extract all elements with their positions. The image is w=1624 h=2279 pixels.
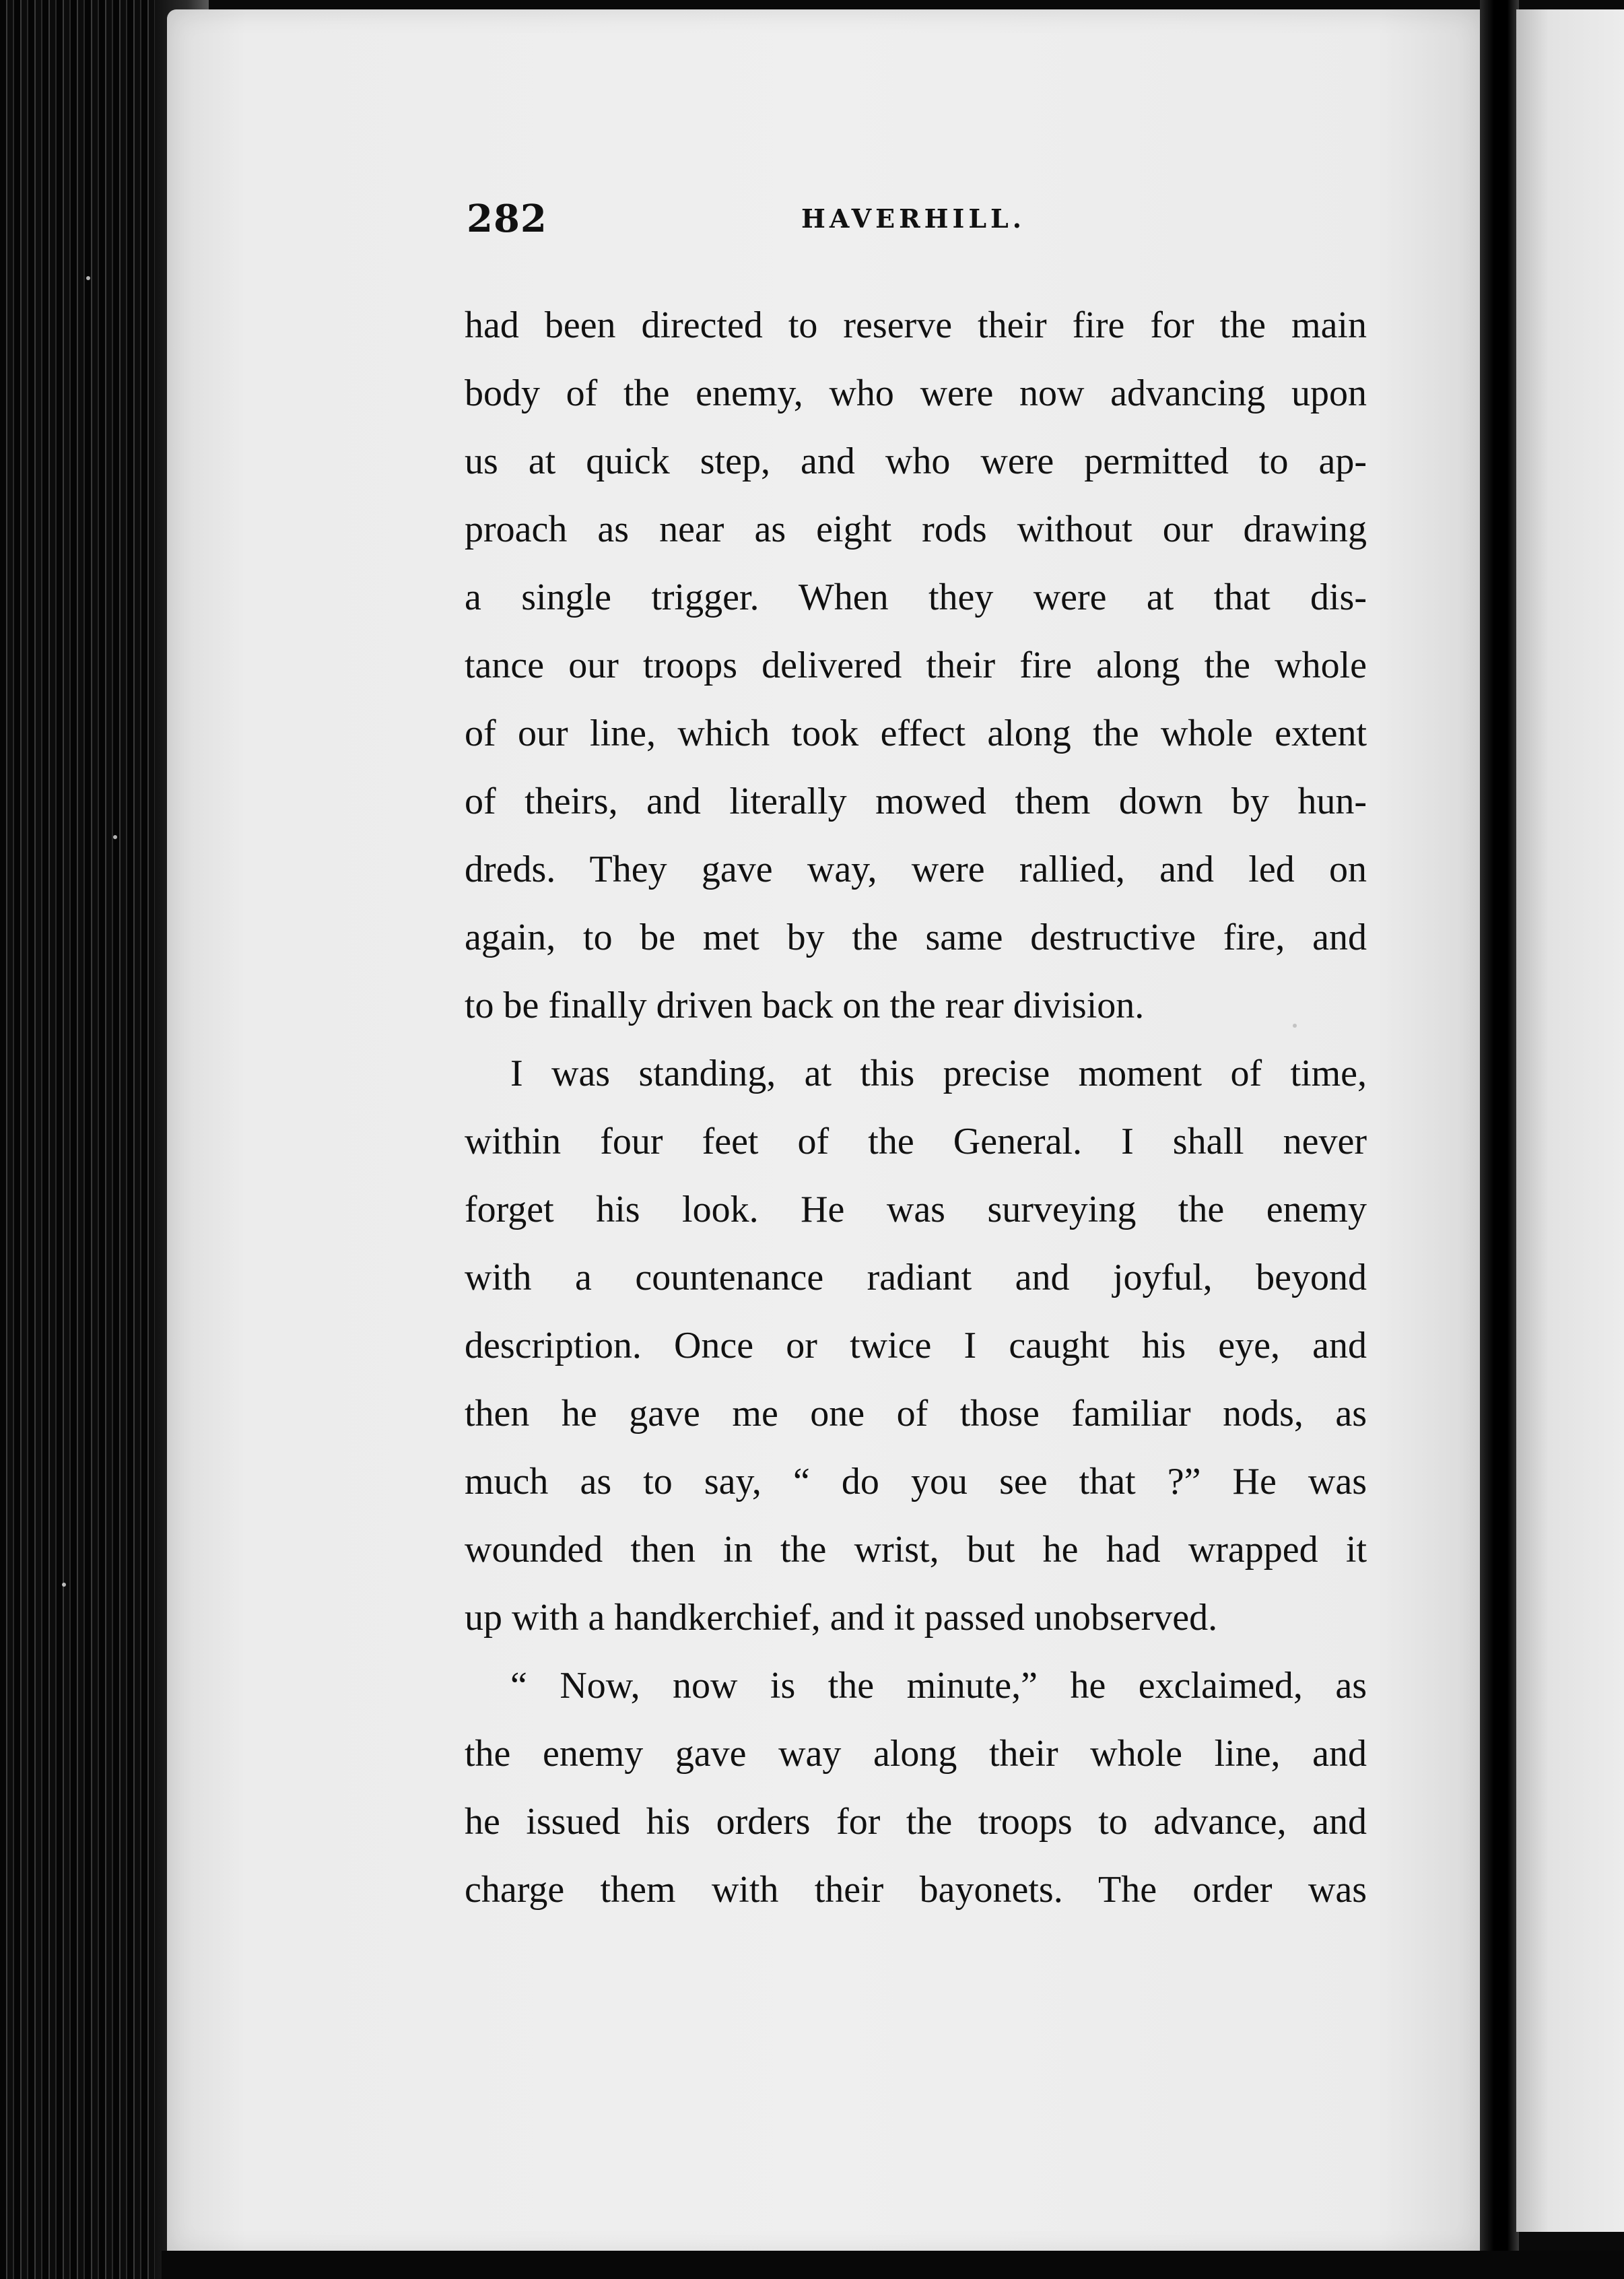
text-line: us at quick step, and who were permitted to ap- [465,440,1367,482]
text-line: wounded then in the wrist, but he had wrapped it [465,1529,1367,1571]
text-line: of theirs, and literally mowed them down by hun- [465,781,1367,822]
text-line: “ Now, now is the minute,” he exclaimed, as [510,1665,1367,1707]
text-line: much as to say, “ do you see that ?” He was [465,1461,1367,1502]
text-line: again, to be met by the same destructive fire, and [465,917,1367,958]
dust-speck [113,835,117,839]
text-line: proach as near as eight rods without our drawing [465,508,1367,550]
dust-speck [62,1583,66,1587]
text-line: description. Once or twice I caught his eye, and [465,1325,1367,1366]
text-line: had been directed to reserve their fire for the main [465,304,1367,346]
text-line: of our line, which took effect along the whole extent [465,713,1367,754]
text-line: body of the enemy, who were now advancing upon [465,372,1367,414]
text-line: I was standing, at this precise moment of time, [510,1053,1367,1094]
text-line: tance our troops delivered their fire along the whole [465,645,1367,686]
adjacent-page-edge [1516,9,1624,2232]
dust-speck [1293,1024,1297,1028]
text-line: the enemy gave way along their whole line, and [465,1733,1367,1775]
text-line: he issued his orders for the troops to advance, and [465,1801,1367,1843]
bottom-edge [162,2251,1624,2279]
page-gutter [1480,0,1519,2279]
dust-speck [86,276,90,280]
text-line: to be finally driven back on the rear division. [465,985,1145,1026]
text-line: within four feet of the General. I shall never [465,1121,1367,1162]
text-line: then he gave me one of those familiar nods, as [465,1393,1367,1434]
text-line: charge them with their bayonets. The order was [465,1869,1367,1911]
text-line: with a countenance radiant and joyful, beyond [465,1257,1367,1298]
running-head: HAVERHILL. [801,203,1025,234]
text-line: a single trigger. When they were at that dis- [465,576,1367,618]
text-line: up with a handkerchief, and it passed unobserved. [465,1597,1218,1639]
body-text [465,292,1367,1924]
page-number: 282 [467,197,547,241]
text-line: forget his look. He was surveying the enemy [465,1189,1367,1230]
page-header [467,197,1369,251]
text-line: dreds. They gave way, were rallied, and led on [465,849,1367,890]
